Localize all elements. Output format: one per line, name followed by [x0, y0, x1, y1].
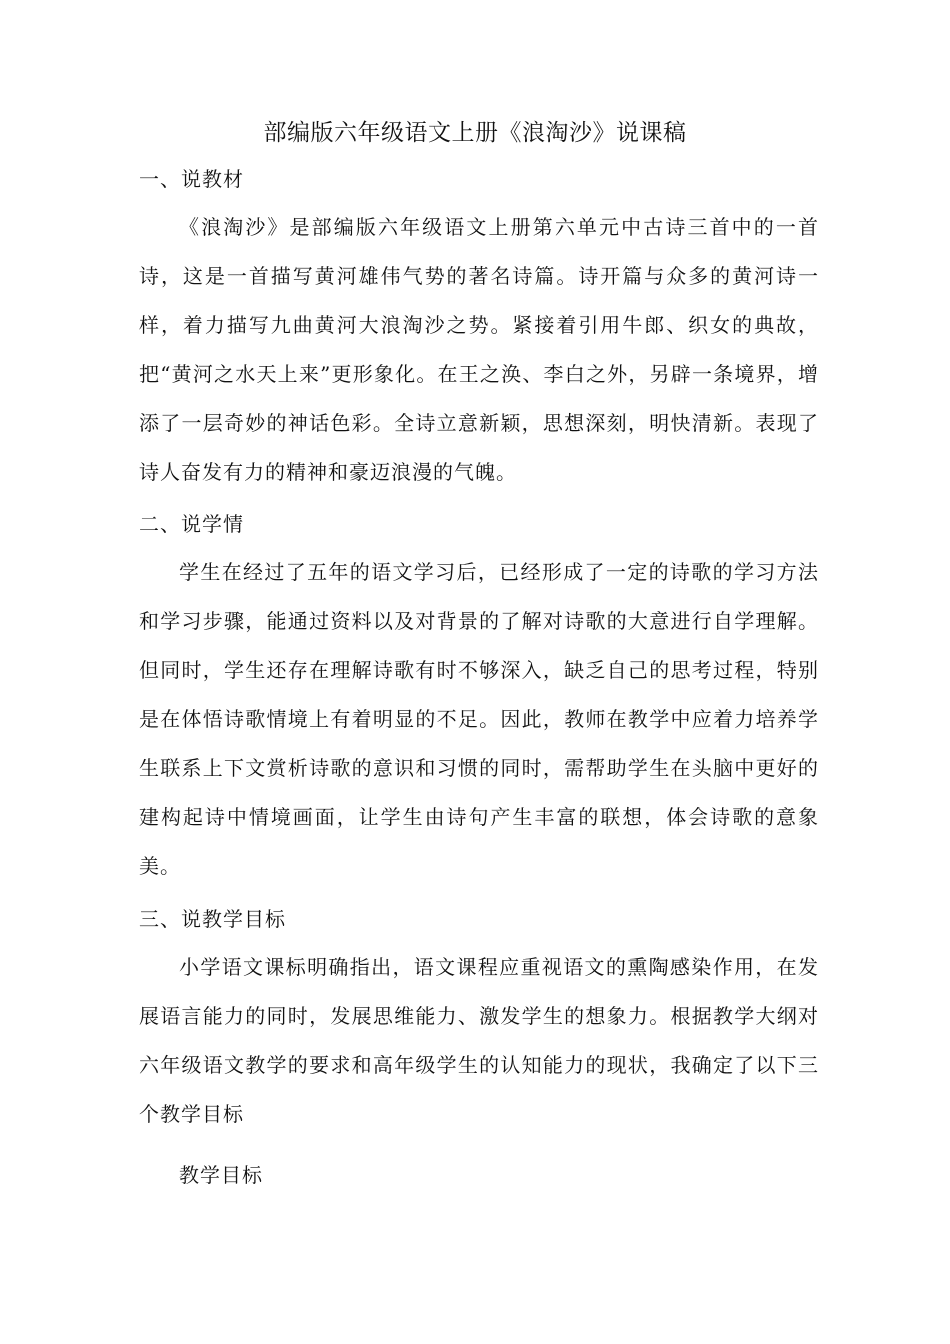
section-heading-textbook: 一、说教材 [139, 167, 244, 191]
section-paragraph-students: 学生在经过了五年的语文学习后，已经形成了一定的诗歌的学习方法和学习步骤，能通过资料以及对背景的了解对诗歌的大意进行自学理解。但同时，学生还存在理解诗歌有时不够深入，缺乏自己的思考过程，特别是在体悟诗歌情境上有着明显的不足。因此，教师在教学中应着力培养学生联系上下文赏析诗歌的意识和习惯的同时，需帮助学生在头脑中更好的建构起诗中情境画面，让学生由诗句产生丰富的联想，体会诗歌的意象美。 [139, 560, 819, 878]
section-heading-students: 二、说学情 [139, 512, 244, 536]
subheading-objectives: 教学目标 [179, 1163, 263, 1187]
section-paragraph-objectives: 小学语文课标明确指出，语文课程应重视语文的熏陶感染作用，在发展语言能力的同时，发展思维能力、激发学生的想象力。根据教学大纲对六年级语文教学的要求和高年级学生的认知能力的现状，我确定了以下三个教学目标 [139, 955, 819, 1126]
section-paragraph-textbook: 《浪淘沙》是部编版六年级语文上册第六单元中古诗三首中的一首诗，这是一首描写黄河雄伟气势的著名诗篇。诗开篇与众多的黄河诗一样，着力描写九曲黄河大浪淘沙之势。紧接着引用牛郎、织女的典故，把“黄河之水天上来”更形象化。在王之涣、李白之外，另辟一条境界，增添了一层奇妙的神话色彩。全诗立意新颖，思想深刻，明快清新。表现了诗人奋发有力的精神和豪迈浪漫的气魄。 [139, 215, 819, 484]
document-title: 部编版六年级语文上册《浪淘沙》说课稿 [263, 120, 687, 146]
section-heading-objectives: 三、说教学目标 [139, 907, 286, 931]
